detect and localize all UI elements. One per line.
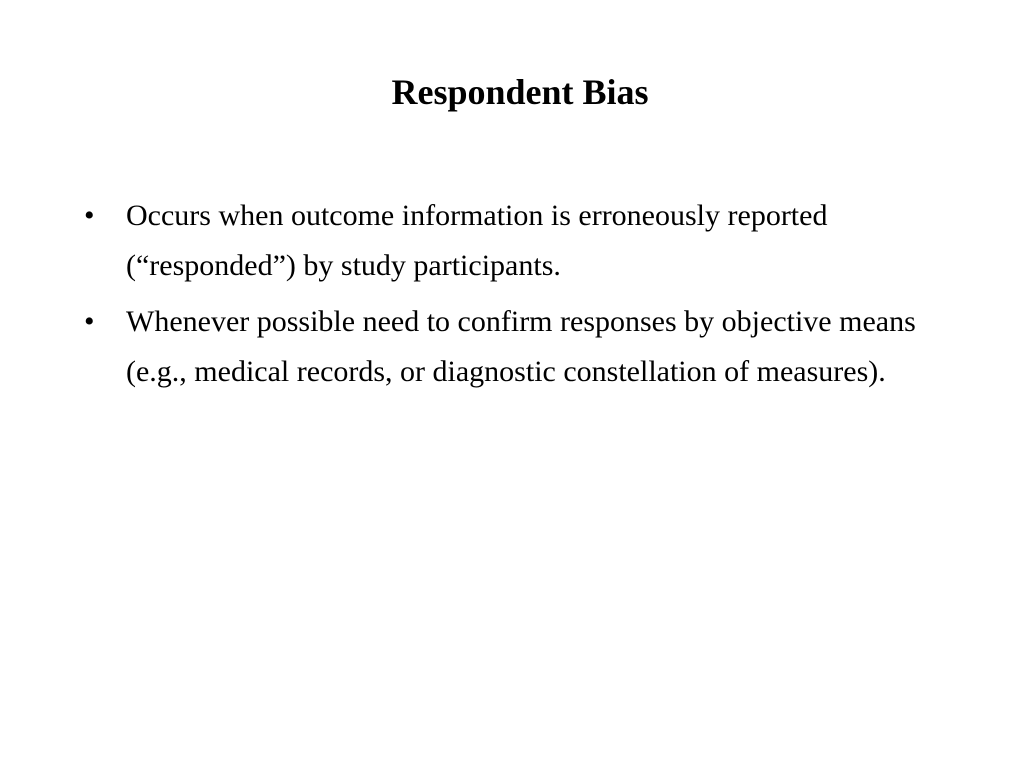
bullet-text: Occurs when outcome information is erroneously reported (“responded”) by study participants. bbox=[126, 199, 828, 282]
bullet-item bbox=[82, 297, 962, 397]
bullet-list bbox=[82, 191, 962, 403]
bullet-marker: • bbox=[84, 199, 95, 232]
bullet-marker: • bbox=[84, 305, 95, 338]
bullet-item bbox=[82, 191, 962, 291]
bullet-text: Whenever possible need to confirm responses by objective means (e.g., medical records, or diagnostic constellation of measures). bbox=[126, 305, 916, 388]
slide-title: Respondent Bias bbox=[391, 72, 649, 112]
